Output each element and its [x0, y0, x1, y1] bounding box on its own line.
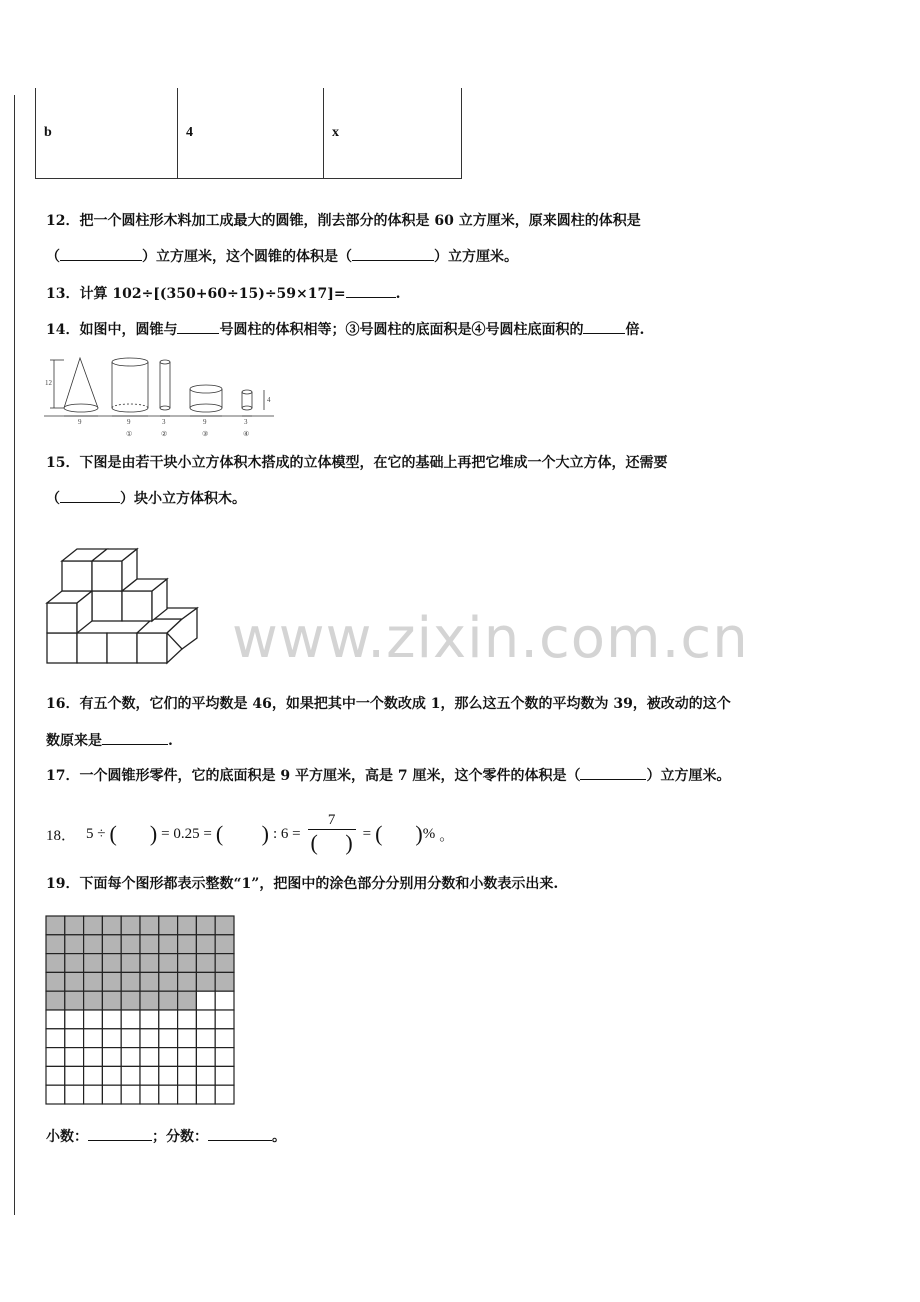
- grid-cell: [121, 1085, 140, 1104]
- grid-cell: [46, 1029, 65, 1048]
- answer-blank[interactable]: [352, 260, 434, 261]
- grid-cell-shaded: [140, 991, 159, 1010]
- grid-cell-shaded: [140, 972, 159, 991]
- top-table: [35, 88, 462, 179]
- grid-cell-shaded: [159, 916, 178, 935]
- grid-cell: [102, 1066, 121, 1085]
- table-cell: b: [36, 88, 178, 179]
- grid-cell: [102, 1085, 121, 1104]
- grid-cell: [140, 1066, 159, 1085]
- paren-blank[interactable]: ( ): [375, 821, 423, 846]
- grid-cell-shaded: [121, 916, 140, 935]
- grid-cell: [178, 1048, 197, 1067]
- grid-cell: [102, 1029, 121, 1048]
- grid-cell-shaded: [196, 935, 215, 954]
- answer-blank[interactable]: [60, 502, 120, 503]
- grid-cell-shaded: [121, 972, 140, 991]
- grid-cell-shaded: [121, 954, 140, 973]
- grid-cell: [102, 1048, 121, 1067]
- grid-cell-shaded: [159, 954, 178, 973]
- answer-fraction-label: ；分数：: [152, 1129, 208, 1145]
- grid-cell-shaded: [140, 935, 159, 954]
- grid-cell-shaded: [102, 991, 121, 1010]
- figure-label: 3: [244, 418, 248, 426]
- grid-cell: [159, 1066, 178, 1085]
- figure-label: 9: [127, 418, 131, 426]
- question-13: [46, 284, 401, 304]
- watermark: www.zixin.com.cn: [232, 606, 749, 671]
- figure-label: 12: [45, 379, 52, 387]
- grid-cell-shaded: [84, 954, 103, 973]
- q14-a: 14．如图中，圆锥与: [46, 322, 178, 338]
- answer-blank[interactable]: [346, 297, 396, 298]
- grid-cell: [196, 991, 215, 1010]
- q12-end: ）立方厘米。: [434, 249, 518, 265]
- grid-cell-shaded: [215, 972, 234, 991]
- q16-end: .: [168, 733, 173, 749]
- grid-cell: [65, 1066, 84, 1085]
- grid-cell-shaded: [178, 916, 197, 935]
- grid-cell: [121, 1010, 140, 1029]
- grid-cell-shaded: [46, 916, 65, 935]
- grid-cell: [178, 1010, 197, 1029]
- answer-blank[interactable]: [60, 260, 142, 261]
- grid-cell-shaded: [84, 991, 103, 1010]
- grid-cell: [84, 1010, 103, 1029]
- paren-blank[interactable]: ( ): [215, 821, 269, 846]
- grid-cell-shaded: [196, 954, 215, 973]
- grid-cell-shaded: [215, 935, 234, 954]
- grid-cell: [65, 1048, 84, 1067]
- grid-cell-shaded: [65, 972, 84, 991]
- figure-label: 9: [78, 418, 82, 426]
- q13-text: 13．计算 102÷[(350+60÷15)÷59×17]=: [46, 286, 346, 302]
- q12-mid: ）立方厘米，这个圆锥的体积是（: [142, 249, 352, 265]
- q18-num: 18．: [46, 827, 77, 844]
- table-cell: 4: [178, 88, 324, 179]
- q18-p5: %: [422, 825, 436, 842]
- grid-cell: [159, 1085, 178, 1104]
- grid-cell-shaded: [159, 991, 178, 1010]
- grid-cell: [84, 1085, 103, 1104]
- answer-blank[interactable]: [208, 1140, 272, 1141]
- grid-cell: [46, 1010, 65, 1029]
- grid-cell: [215, 1085, 234, 1104]
- figure-label: ④: [243, 430, 250, 438]
- figure-label: ①: [126, 430, 133, 438]
- q15-end: ）块小立方体积木。: [120, 491, 246, 507]
- paren-blank[interactable]: ( ): [109, 821, 158, 846]
- answer-end: 。: [272, 1129, 286, 1145]
- grid-cell-shaded: [102, 972, 121, 991]
- grid-cell: [215, 1048, 234, 1067]
- q14-b: 号圆柱的体积相等；③号圆柱的底面积是④号圆柱底面积的: [219, 322, 584, 338]
- grid-cell: [121, 1066, 140, 1085]
- grid-cell-shaded: [178, 954, 197, 973]
- figure-label: ②: [161, 430, 168, 438]
- grid-cell-shaded: [196, 972, 215, 991]
- grid-cell: [140, 1010, 159, 1029]
- question-12-line2: [46, 247, 518, 267]
- grid-cell: [215, 991, 234, 1010]
- fraction-numerator: 7: [327, 812, 336, 828]
- grid-cell-shaded: [159, 972, 178, 991]
- figure-label: 9: [203, 418, 207, 426]
- grid-cell: [215, 1066, 234, 1085]
- grid-cell: [46, 1066, 65, 1085]
- question-19: 19．下面每个图形都表示整数“1”，把图中的涂色部分分别用分数和小数表示出来.: [46, 876, 559, 892]
- grid-cell: [196, 1029, 215, 1048]
- grid-cell: [178, 1085, 197, 1104]
- grid-cell-shaded: [46, 991, 65, 1010]
- grid-cell: [121, 1029, 140, 1048]
- grid-cell-shaded: [121, 991, 140, 1010]
- hundred-grid: [45, 915, 236, 1106]
- q18-p4: =: [362, 825, 372, 842]
- answer-blank[interactable]: [177, 333, 219, 334]
- q16-line2: 数原来是: [46, 733, 102, 749]
- table-row: [36, 88, 462, 179]
- grid-cell: [196, 1085, 215, 1104]
- grid-cell: [140, 1048, 159, 1067]
- answer-blank[interactable]: [102, 744, 168, 745]
- grid-cell: [159, 1010, 178, 1029]
- q15-open: （: [46, 491, 60, 507]
- grid-cell-shaded: [121, 935, 140, 954]
- q18-p1: 5 ÷: [86, 825, 106, 842]
- grid-cell: [196, 1066, 215, 1085]
- grid-cell-shaded: [215, 916, 234, 935]
- grid-cell-shaded: [46, 935, 65, 954]
- grid-cell-shaded: [84, 972, 103, 991]
- answer-blank[interactable]: [580, 779, 646, 780]
- question-12-line1: 12．把一个圆柱形木料加工成最大的圆锥，削去部分的体积是 60 立方厘米，原来圆柱的体积是: [46, 213, 641, 229]
- answer-line: [46, 1127, 286, 1147]
- grid-cell-shaded: [102, 916, 121, 935]
- question-16-line1: 16．有五个数，它们的平均数是 46，如果把其中一个数改成 1，那么这五个数的平均数为 39，被改动的这个: [46, 696, 731, 712]
- q13-end: .: [395, 286, 401, 302]
- grid-cell-shaded: [65, 916, 84, 935]
- grid-cell-shaded: [46, 954, 65, 973]
- grid-cell: [178, 1066, 197, 1085]
- grid-cell-shaded: [140, 954, 159, 973]
- question-18: [46, 812, 454, 856]
- grid-cell-shaded: [84, 935, 103, 954]
- grid-cell: [196, 1048, 215, 1067]
- cube-stack-figure: [44, 546, 204, 668]
- grid-cell: [159, 1048, 178, 1067]
- grid-cell-shaded: [65, 991, 84, 1010]
- grid-cell: [178, 1029, 197, 1048]
- grid-cell-shaded: [102, 935, 121, 954]
- question-15-line2: [46, 489, 246, 509]
- figure-label: 3: [162, 418, 166, 426]
- grid-cell: [215, 1029, 234, 1048]
- grid-cell: [84, 1048, 103, 1067]
- figure-label: 4: [267, 396, 271, 404]
- question-14: [46, 320, 644, 340]
- q18-p3: : 6 =: [272, 825, 301, 842]
- grid-cell: [46, 1085, 65, 1104]
- grid-cell-shaded: [46, 972, 65, 991]
- grid-cell: [140, 1029, 159, 1048]
- cone-cylinders-figure: [42, 352, 282, 440]
- grid-cell: [140, 1085, 159, 1104]
- grid-cell: [65, 1010, 84, 1029]
- grid-cell-shaded: [102, 954, 121, 973]
- question-17: [46, 766, 730, 786]
- fraction: [308, 812, 356, 856]
- grid-cell-shaded: [178, 991, 197, 1010]
- question-15-line1: 15．下图是由若干块小立方体积木搭成的立体模型，在它的基础上再把它堆成一个大立方体，还需要: [46, 455, 668, 471]
- margin-line: [14, 95, 15, 1215]
- answer-decimal-label: 小数：: [46, 1129, 88, 1145]
- grid-cell-shaded: [196, 916, 215, 935]
- grid-cell: [65, 1029, 84, 1048]
- grid-cell: [46, 1048, 65, 1067]
- grid-cell: [215, 1010, 234, 1029]
- q17-b: ）立方厘米。: [646, 768, 731, 784]
- q17-a: 17．一个圆锥形零件，它的底面积是 9 平方厘米，高是 7 厘米，这个零件的体积是（: [46, 768, 581, 784]
- grid-cell-shaded: [140, 916, 159, 935]
- grid-cell: [159, 1029, 178, 1048]
- paren-blank[interactable]: ( ): [310, 830, 353, 855]
- grid-cell-shaded: [159, 935, 178, 954]
- grid-cell-shaded: [215, 954, 234, 973]
- grid-cell-shaded: [178, 935, 197, 954]
- grid-cell: [121, 1048, 140, 1067]
- grid-cell: [65, 1085, 84, 1104]
- grid-cell-shaded: [84, 916, 103, 935]
- q18-end: 。: [439, 827, 455, 844]
- grid-cell-shaded: [65, 935, 84, 954]
- grid-cell: [196, 1010, 215, 1029]
- q14-c: 倍.: [625, 322, 645, 338]
- answer-blank[interactable]: [583, 333, 625, 334]
- grid-cell-shaded: [65, 954, 84, 973]
- answer-blank[interactable]: [88, 1140, 152, 1141]
- question-16-line2: [46, 731, 173, 751]
- figure-label: ③: [202, 430, 209, 438]
- grid-cell: [84, 1029, 103, 1048]
- grid-cell-shaded: [178, 972, 197, 991]
- table-cell: x: [324, 88, 462, 179]
- q12-open: （: [46, 249, 60, 265]
- q18-p2: = 0.25 =: [161, 825, 212, 842]
- grid-cell: [102, 1010, 121, 1029]
- grid-cell: [84, 1066, 103, 1085]
